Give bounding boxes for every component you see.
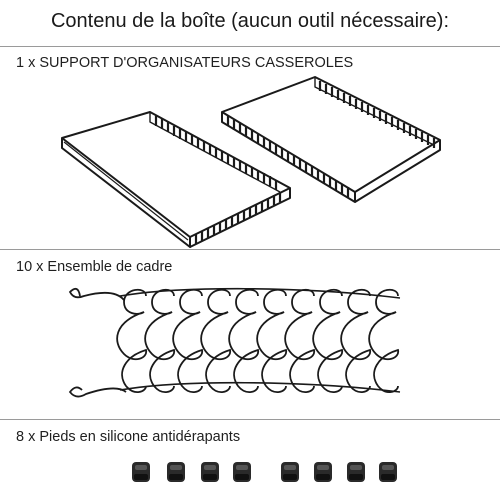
page-title: Contenu de la boîte (aucun outil nécessaire): xyxy=(50,10,450,32)
section-label-organizer: 1 x SUPPORT D'ORGANISATEURS CASSEROLES xyxy=(16,55,354,71)
frame-wire-rails xyxy=(120,289,400,392)
silicone-foot-icon xyxy=(314,462,332,482)
organizer-rack-slots-left-front xyxy=(196,192,280,244)
divider-middle xyxy=(0,249,500,250)
organizer-rack-slots-left xyxy=(156,116,276,190)
organizer-racks xyxy=(0,72,500,262)
silicone-foot-icon xyxy=(233,462,251,482)
silicone-foot-icon xyxy=(132,462,150,482)
section-label-frame: 10 x Ensemble de cadre xyxy=(16,259,173,275)
silicone-foot-icon xyxy=(379,462,397,482)
section-label-feet: 8 x Pieds en silicone antidérapants xyxy=(16,429,241,445)
silicone-foot-icon xyxy=(281,462,299,482)
silicone-foot-icon xyxy=(347,462,365,482)
divider-bottom xyxy=(0,419,500,420)
silicone-foot-icon xyxy=(201,462,219,482)
frame-wire-set xyxy=(117,290,398,392)
silicone-foot-icon xyxy=(167,462,185,482)
divider-top xyxy=(0,46,500,47)
silicone-feet xyxy=(0,460,500,490)
frame-wires xyxy=(0,282,500,412)
